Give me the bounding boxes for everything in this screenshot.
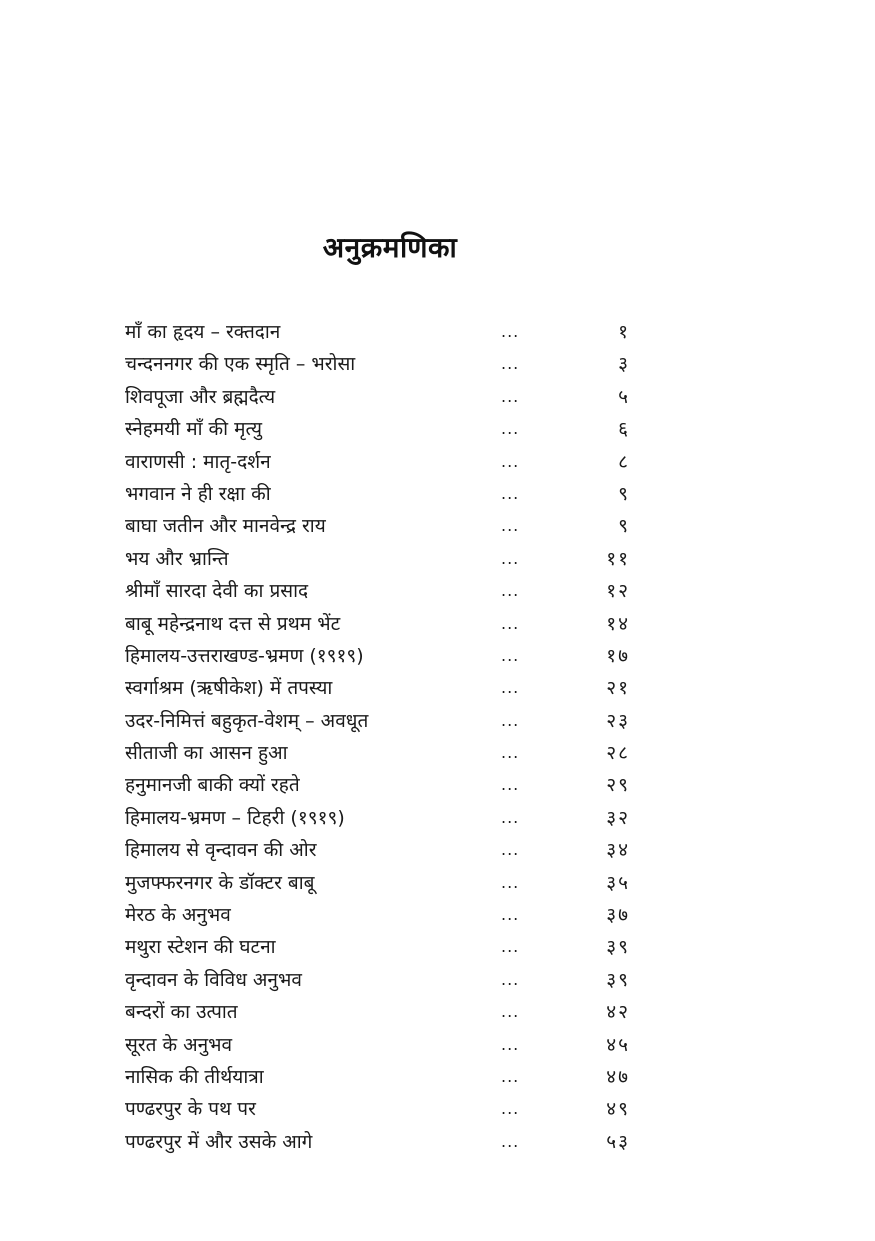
toc-entry-leader: ... bbox=[501, 710, 520, 730]
toc-entry-page-number: ५३ bbox=[606, 1130, 630, 1153]
toc-entry bbox=[125, 413, 630, 445]
toc-entry-leader: ... bbox=[501, 678, 520, 698]
toc-entry-page-number: ३२ bbox=[606, 806, 630, 829]
toc-entry-leader: ... bbox=[501, 354, 520, 374]
toc-entry bbox=[125, 1093, 630, 1125]
toc-entry-page-number: ४२ bbox=[606, 1001, 630, 1024]
toc-entry bbox=[125, 996, 630, 1028]
toc-entry-leader: ... bbox=[501, 548, 520, 568]
toc-entry bbox=[125, 1029, 630, 1061]
toc-entry bbox=[125, 543, 630, 575]
toc-entry-leader: ... bbox=[501, 613, 520, 633]
toc-entry-page-number: ६ bbox=[618, 418, 630, 441]
toc-entry-page-number: ३ bbox=[618, 353, 630, 376]
toc-entry-page-number: २१ bbox=[606, 677, 630, 700]
toc-entry-title: मेरठ के अनुभव bbox=[125, 904, 231, 927]
toc-entry-title: पण्ढरपुर के पथ पर bbox=[125, 1098, 256, 1121]
toc-entry-page-number: २८ bbox=[606, 742, 630, 765]
toc-entry-page-number: ५ bbox=[618, 385, 630, 408]
page-title: अनुक्रमणिका bbox=[322, 231, 458, 264]
toc-entry bbox=[125, 705, 630, 737]
toc-entry bbox=[125, 478, 630, 510]
toc-entry bbox=[125, 348, 630, 380]
toc-entry-leader: ... bbox=[501, 872, 520, 892]
toc-entry-title: हिमालय-भ्रमण – टिहरी (१९१९) bbox=[125, 806, 345, 829]
toc-entry-leader: ... bbox=[501, 807, 520, 827]
toc-entry-page-number: ४७ bbox=[606, 1065, 630, 1088]
toc-entry-page-number: ३९ bbox=[606, 936, 630, 959]
toc-entry bbox=[125, 316, 630, 348]
toc-entry bbox=[125, 1126, 630, 1158]
toc-entry-title: वाराणसी : मातृ-दर्शन bbox=[125, 450, 271, 473]
toc-entry-page-number: २३ bbox=[606, 709, 630, 732]
toc-entry-title: हनुमानजी बाकी क्यों रहते bbox=[125, 774, 300, 797]
toc-entry-leader: ... bbox=[501, 775, 520, 795]
toc-entry-page-number: ४९ bbox=[606, 1098, 630, 1121]
toc-entry-page-number: १७ bbox=[606, 644, 630, 667]
toc-entry-leader: ... bbox=[501, 743, 520, 763]
toc-entry-title: मुजफ्फरनगर के डॉक्टर बाबू bbox=[125, 871, 315, 894]
toc-entry-leader: ... bbox=[501, 840, 520, 860]
toc-entry-page-number: ९ bbox=[618, 482, 630, 505]
toc-entry-title: स्नेहमयी माँ की मृत्यु bbox=[125, 418, 263, 441]
toc-entry-leader: ... bbox=[501, 905, 520, 925]
toc-entry-title: चन्दननगर की एक स्मृति – भरोसा bbox=[125, 353, 356, 376]
toc-entry bbox=[125, 446, 630, 478]
toc-entry-leader: ... bbox=[501, 1131, 520, 1151]
toc-entry bbox=[125, 964, 630, 996]
toc-entry bbox=[125, 737, 630, 769]
toc-entry-page-number: १४ bbox=[606, 612, 630, 635]
toc-entry bbox=[125, 931, 630, 963]
toc-entry-title: शिवपूजा और ब्रह्मदैत्य bbox=[125, 385, 276, 408]
toc-entry-title: बाबू महेन्द्रनाथ दत्त से प्रथम भेंट bbox=[125, 612, 341, 635]
toc-entry-title: बाघा जतीन और मानवेन्द्र राय bbox=[125, 515, 326, 538]
toc-entry-page-number: ९ bbox=[618, 515, 630, 538]
toc-entry-title: भय और भ्रान्ति bbox=[125, 547, 229, 570]
toc-entry-title: सूरत के अनुभव bbox=[125, 1033, 233, 1056]
toc-entry-leader: ... bbox=[501, 581, 520, 601]
toc-entry-title: भगवान ने ही रक्षा की bbox=[125, 482, 271, 505]
toc-entry bbox=[125, 381, 630, 413]
toc-entry-page-number: १ bbox=[618, 321, 630, 343]
toc-entry bbox=[125, 510, 630, 542]
toc-entry bbox=[125, 575, 630, 607]
toc-entry-leader: ... bbox=[501, 645, 520, 665]
toc-entry-page-number: ४५ bbox=[606, 1033, 630, 1056]
toc-entry bbox=[125, 769, 630, 801]
toc-entry-title: मथुरा स्टेशन की घटना bbox=[125, 936, 276, 959]
toc-entry-leader: ... bbox=[501, 937, 520, 957]
toc-entry-leader: ... bbox=[501, 516, 520, 536]
toc-entry bbox=[125, 834, 630, 866]
toc-entry-title: स्वर्गाश्रम (ऋषीकेश) में तपस्या bbox=[125, 677, 333, 700]
toc-entry bbox=[125, 867, 630, 899]
toc-entry-title: हिमालय से वृन्दावन की ओर bbox=[125, 839, 317, 862]
toc-entry-title: नासिक की तीर्थयात्रा bbox=[125, 1065, 264, 1088]
toc-entry-leader: ... bbox=[501, 386, 520, 406]
toc-entry bbox=[125, 802, 630, 834]
toc-entry-page-number: ३४ bbox=[606, 839, 630, 862]
toc-entry-page-number: १२ bbox=[606, 580, 630, 603]
toc-entry-leader: ... bbox=[501, 419, 520, 439]
toc-entry-title: श्रीमाँ सारदा देवी का प्रसाद bbox=[125, 580, 309, 603]
toc-entry-leader: ... bbox=[501, 483, 520, 503]
toc-entry bbox=[125, 672, 630, 704]
toc-entry-title: माँ का हृदय – रक्तदान bbox=[125, 321, 281, 343]
toc-entry-leader: ... bbox=[501, 322, 520, 341]
toc-entry bbox=[125, 899, 630, 931]
toc-entry-title: उदर-निमित्तं बहुकृत-वेशम् – अवधूत bbox=[125, 709, 369, 732]
toc-entry-page-number: २९ bbox=[606, 774, 630, 797]
toc-entry bbox=[125, 640, 630, 672]
toc-entry-leader: ... bbox=[501, 1034, 520, 1054]
toc-entry-leader: ... bbox=[501, 1066, 520, 1086]
toc-entry-page-number: ११ bbox=[606, 547, 630, 570]
toc-entry-title: बन्दरों का उत्पात bbox=[125, 1001, 238, 1024]
toc-entry bbox=[125, 1061, 630, 1093]
toc-entry-page-number: ३५ bbox=[606, 871, 630, 894]
toc-entry bbox=[125, 608, 630, 640]
toc-entry-title: सीताजी का आसन हुआ bbox=[125, 742, 288, 765]
toc-entry-page-number: ८ bbox=[618, 450, 630, 473]
toc-entry-leader: ... bbox=[501, 969, 520, 989]
toc-entry-title: पण्ढरपुर में और उसके आगे bbox=[125, 1130, 313, 1153]
toc-entry-title: वृन्दावन के विविध अनुभव bbox=[125, 968, 302, 991]
toc-entry-title: हिमालय-उत्तराखण्ड-भ्रमण (१९१९) bbox=[125, 644, 364, 667]
toc-entry-page-number: ३९ bbox=[606, 968, 630, 991]
toc-entry-page-number: ३७ bbox=[606, 904, 630, 927]
toc-entry-leader: ... bbox=[501, 1002, 520, 1022]
toc-entry-leader: ... bbox=[501, 1099, 520, 1119]
table-of-contents bbox=[125, 316, 630, 1158]
toc-entry-leader: ... bbox=[501, 451, 520, 471]
